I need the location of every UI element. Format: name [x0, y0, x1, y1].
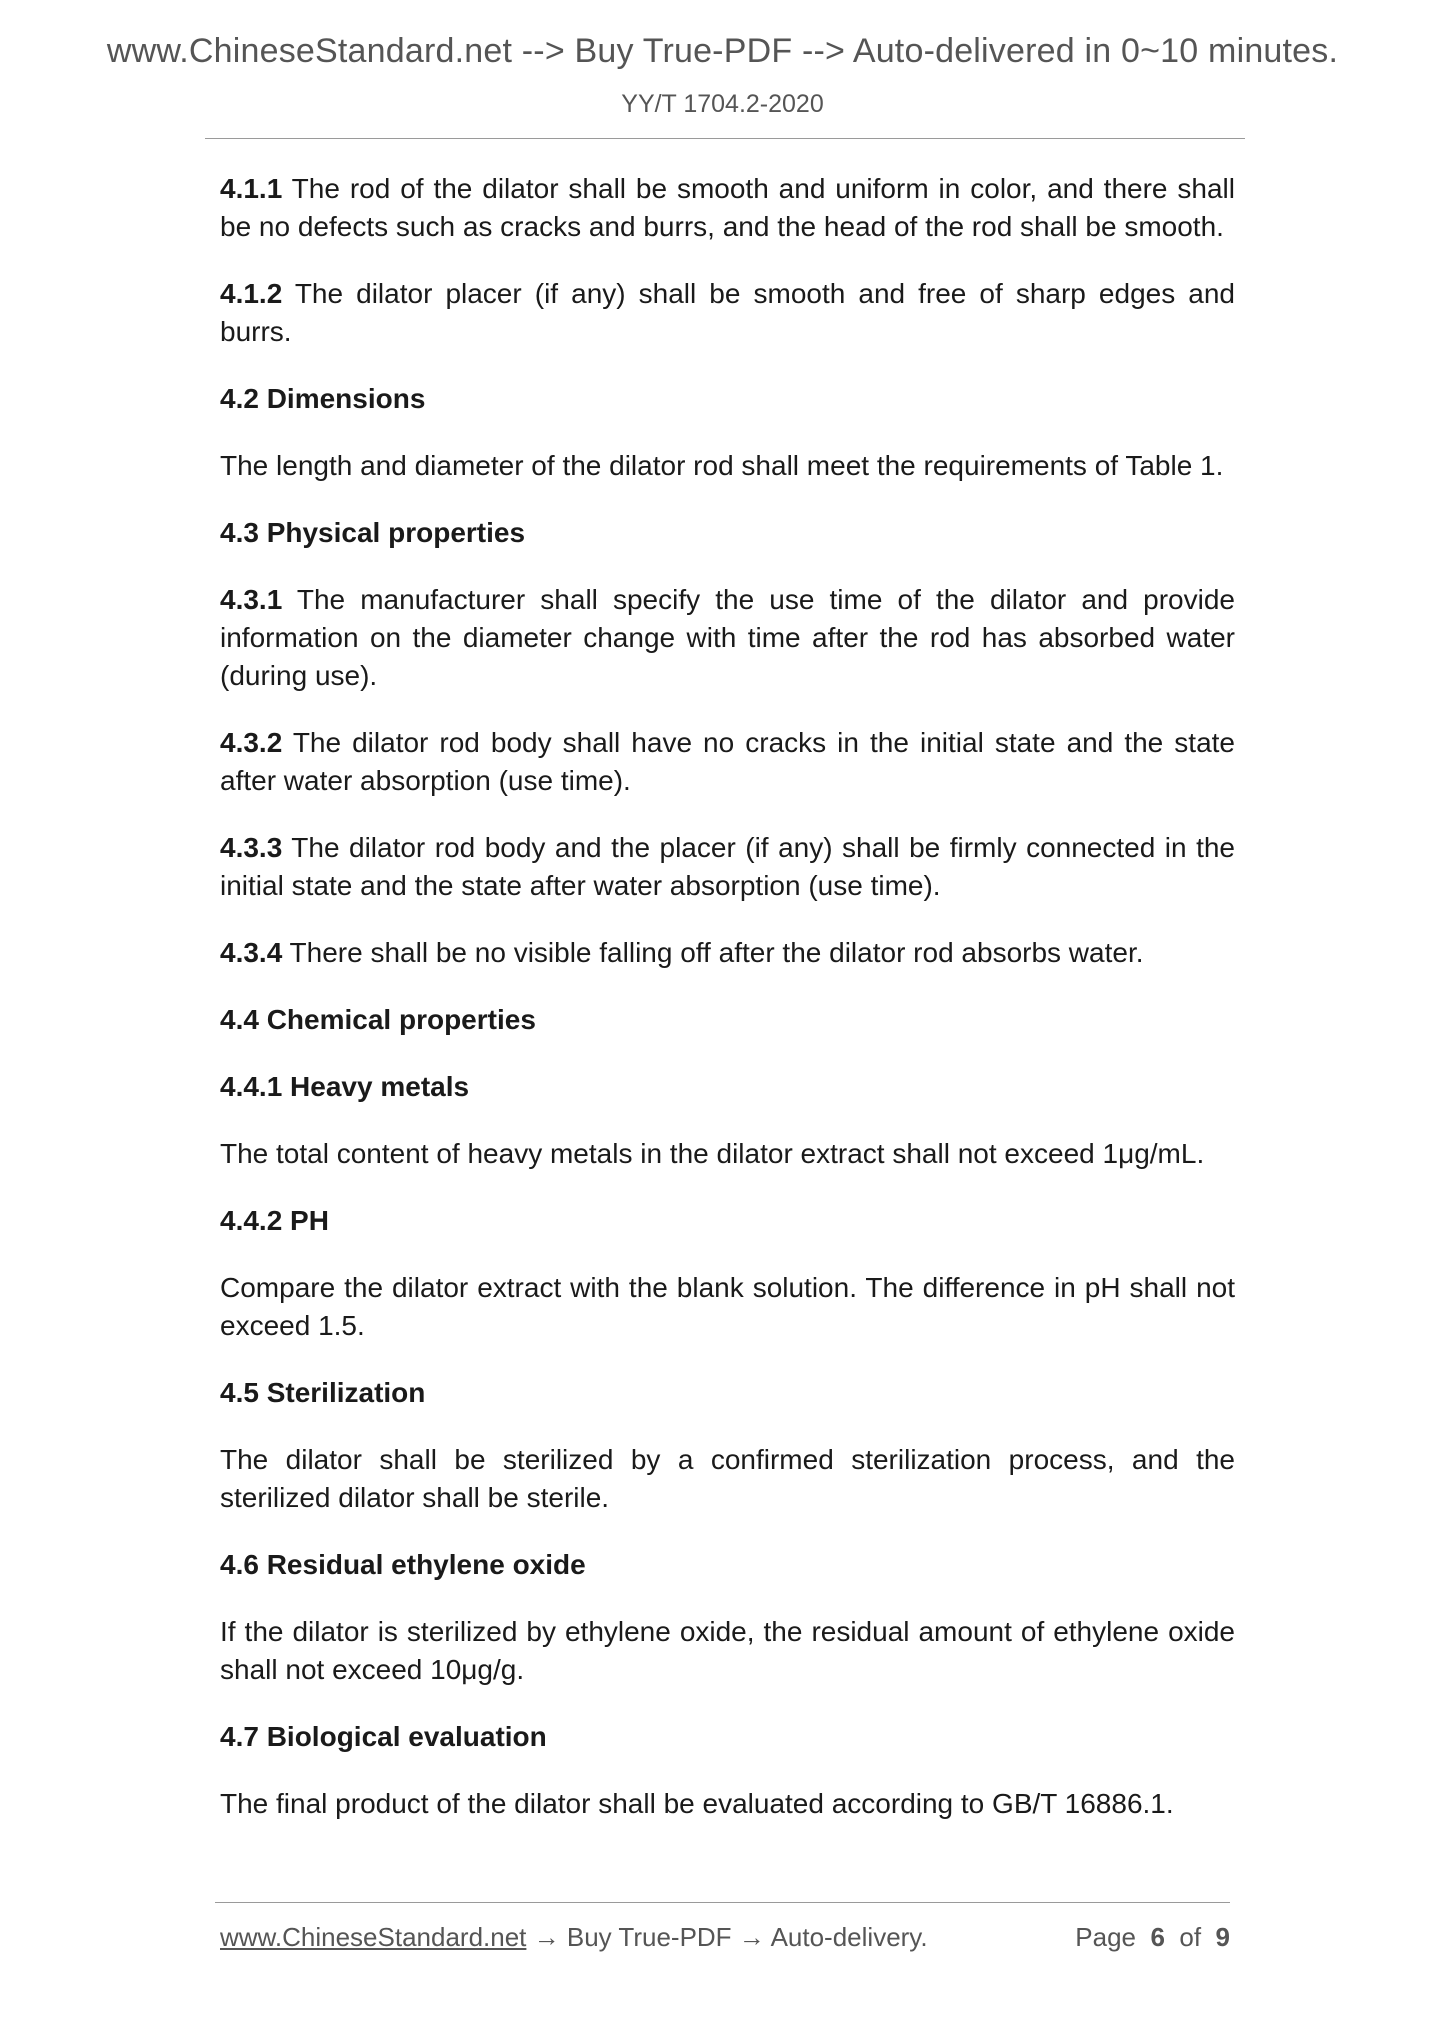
clause-text: There shall be no visible falling off after the dilator rod absorbs water. [282, 937, 1144, 968]
clause-4-3-3 [220, 829, 1235, 905]
heading-4-4: 4.4 Chemical properties [220, 1004, 536, 1035]
heading-4-6: 4.6 Residual ethylene oxide [220, 1549, 586, 1580]
clause-text: The dilator placer (if any) shall be smooth and free of sharp edges and burrs. [220, 278, 1235, 347]
clause-4-1-2 [220, 275, 1235, 351]
clause-text: The dilator rod body and the placer (if any) shall be firmly connected in the initial state and the state after water absorption (use time). [220, 832, 1235, 901]
document-body [220, 170, 1235, 1852]
page-indicator [1075, 1922, 1230, 1953]
clause-4-3-4 [220, 934, 1235, 972]
heading-4-4-1: 4.4.1 Heavy metals [220, 1071, 470, 1102]
heading-4-2: 4.2 Dimensions [220, 383, 426, 414]
clause-4-7-text: The final product of the dilator shall be evaluated according to GB/T 16886.1. [220, 1788, 1174, 1819]
clause-text: The rod of the dilator shall be smooth and uniform in color, and there shall be no defects such as cracks and burrs, and the head of the rod shall be smooth. [220, 173, 1235, 242]
footer-divider [215, 1902, 1230, 1903]
clause-number: 4.3.3 [220, 832, 283, 863]
top-banner: www.ChineseStandard.net --> Buy True-PDF --> Auto-delivered in 0~10 minutes. [106, 32, 1339, 70]
heading-4-4-2: 4.4.2 PH [220, 1205, 329, 1236]
heading-4-5: 4.5 Sterilization [220, 1377, 426, 1408]
clause-number: 4.3.4 [220, 937, 283, 968]
clause-4-5-text: The dilator shall be sterilized by a confirmed sterilization process, and the sterilized dilator shall be sterile. [220, 1444, 1235, 1513]
page-of-label: of [1179, 1922, 1202, 1952]
clause-4-4-1-text: The total content of heavy metals in the dilator extract shall not exceed 1μg/mL. [220, 1138, 1205, 1169]
clause-text: The dilator rod body shall have no cracks in the initial state and the state after water absorption (use time). [220, 727, 1235, 796]
clause-number: 4.1.1 [220, 173, 283, 204]
page-label: Page [1075, 1922, 1137, 1952]
footer-website-link[interactable]: www.ChineseStandard.net [220, 1922, 527, 1952]
standard-code: YY/T 1704.2-2020 [621, 90, 824, 118]
clause-4-3-1 [220, 581, 1235, 695]
clause-4-2-text: The length and diameter of the dilator rod shall meet the requirements of Table 1. [220, 450, 1224, 481]
page-total: 9 [1215, 1922, 1230, 1952]
clause-number: 4.3.2 [220, 727, 283, 758]
clause-text: The manufacturer shall specify the use time of the dilator and provide information on the diameter change with time after the rod has absorbed water (during use). [220, 584, 1235, 691]
heading-4-7: 4.7 Biological evaluation [220, 1721, 547, 1752]
clause-4-4-2-text: Compare the dilator extract with the blank solution. The difference in pH shall not exceed 1.5. [220, 1272, 1235, 1341]
clause-number: 4.1.2 [220, 278, 283, 309]
heading-4-3: 4.3 Physical properties [220, 517, 526, 548]
clause-4-1-1 [220, 170, 1235, 246]
clause-4-6-text: If the dilator is sterilized by ethylene oxide, the residual amount of ethylene oxide shall not exceed 10μg/g. [220, 1616, 1235, 1685]
clause-number: 4.3.1 [220, 584, 283, 615]
header-divider [205, 138, 1245, 139]
page-footer [220, 1922, 1230, 1953]
page-current: 6 [1150, 1922, 1165, 1952]
footer-tagline: → Buy True-PDF → Auto-delivery. [526, 1922, 928, 1952]
clause-4-3-2 [220, 724, 1235, 800]
